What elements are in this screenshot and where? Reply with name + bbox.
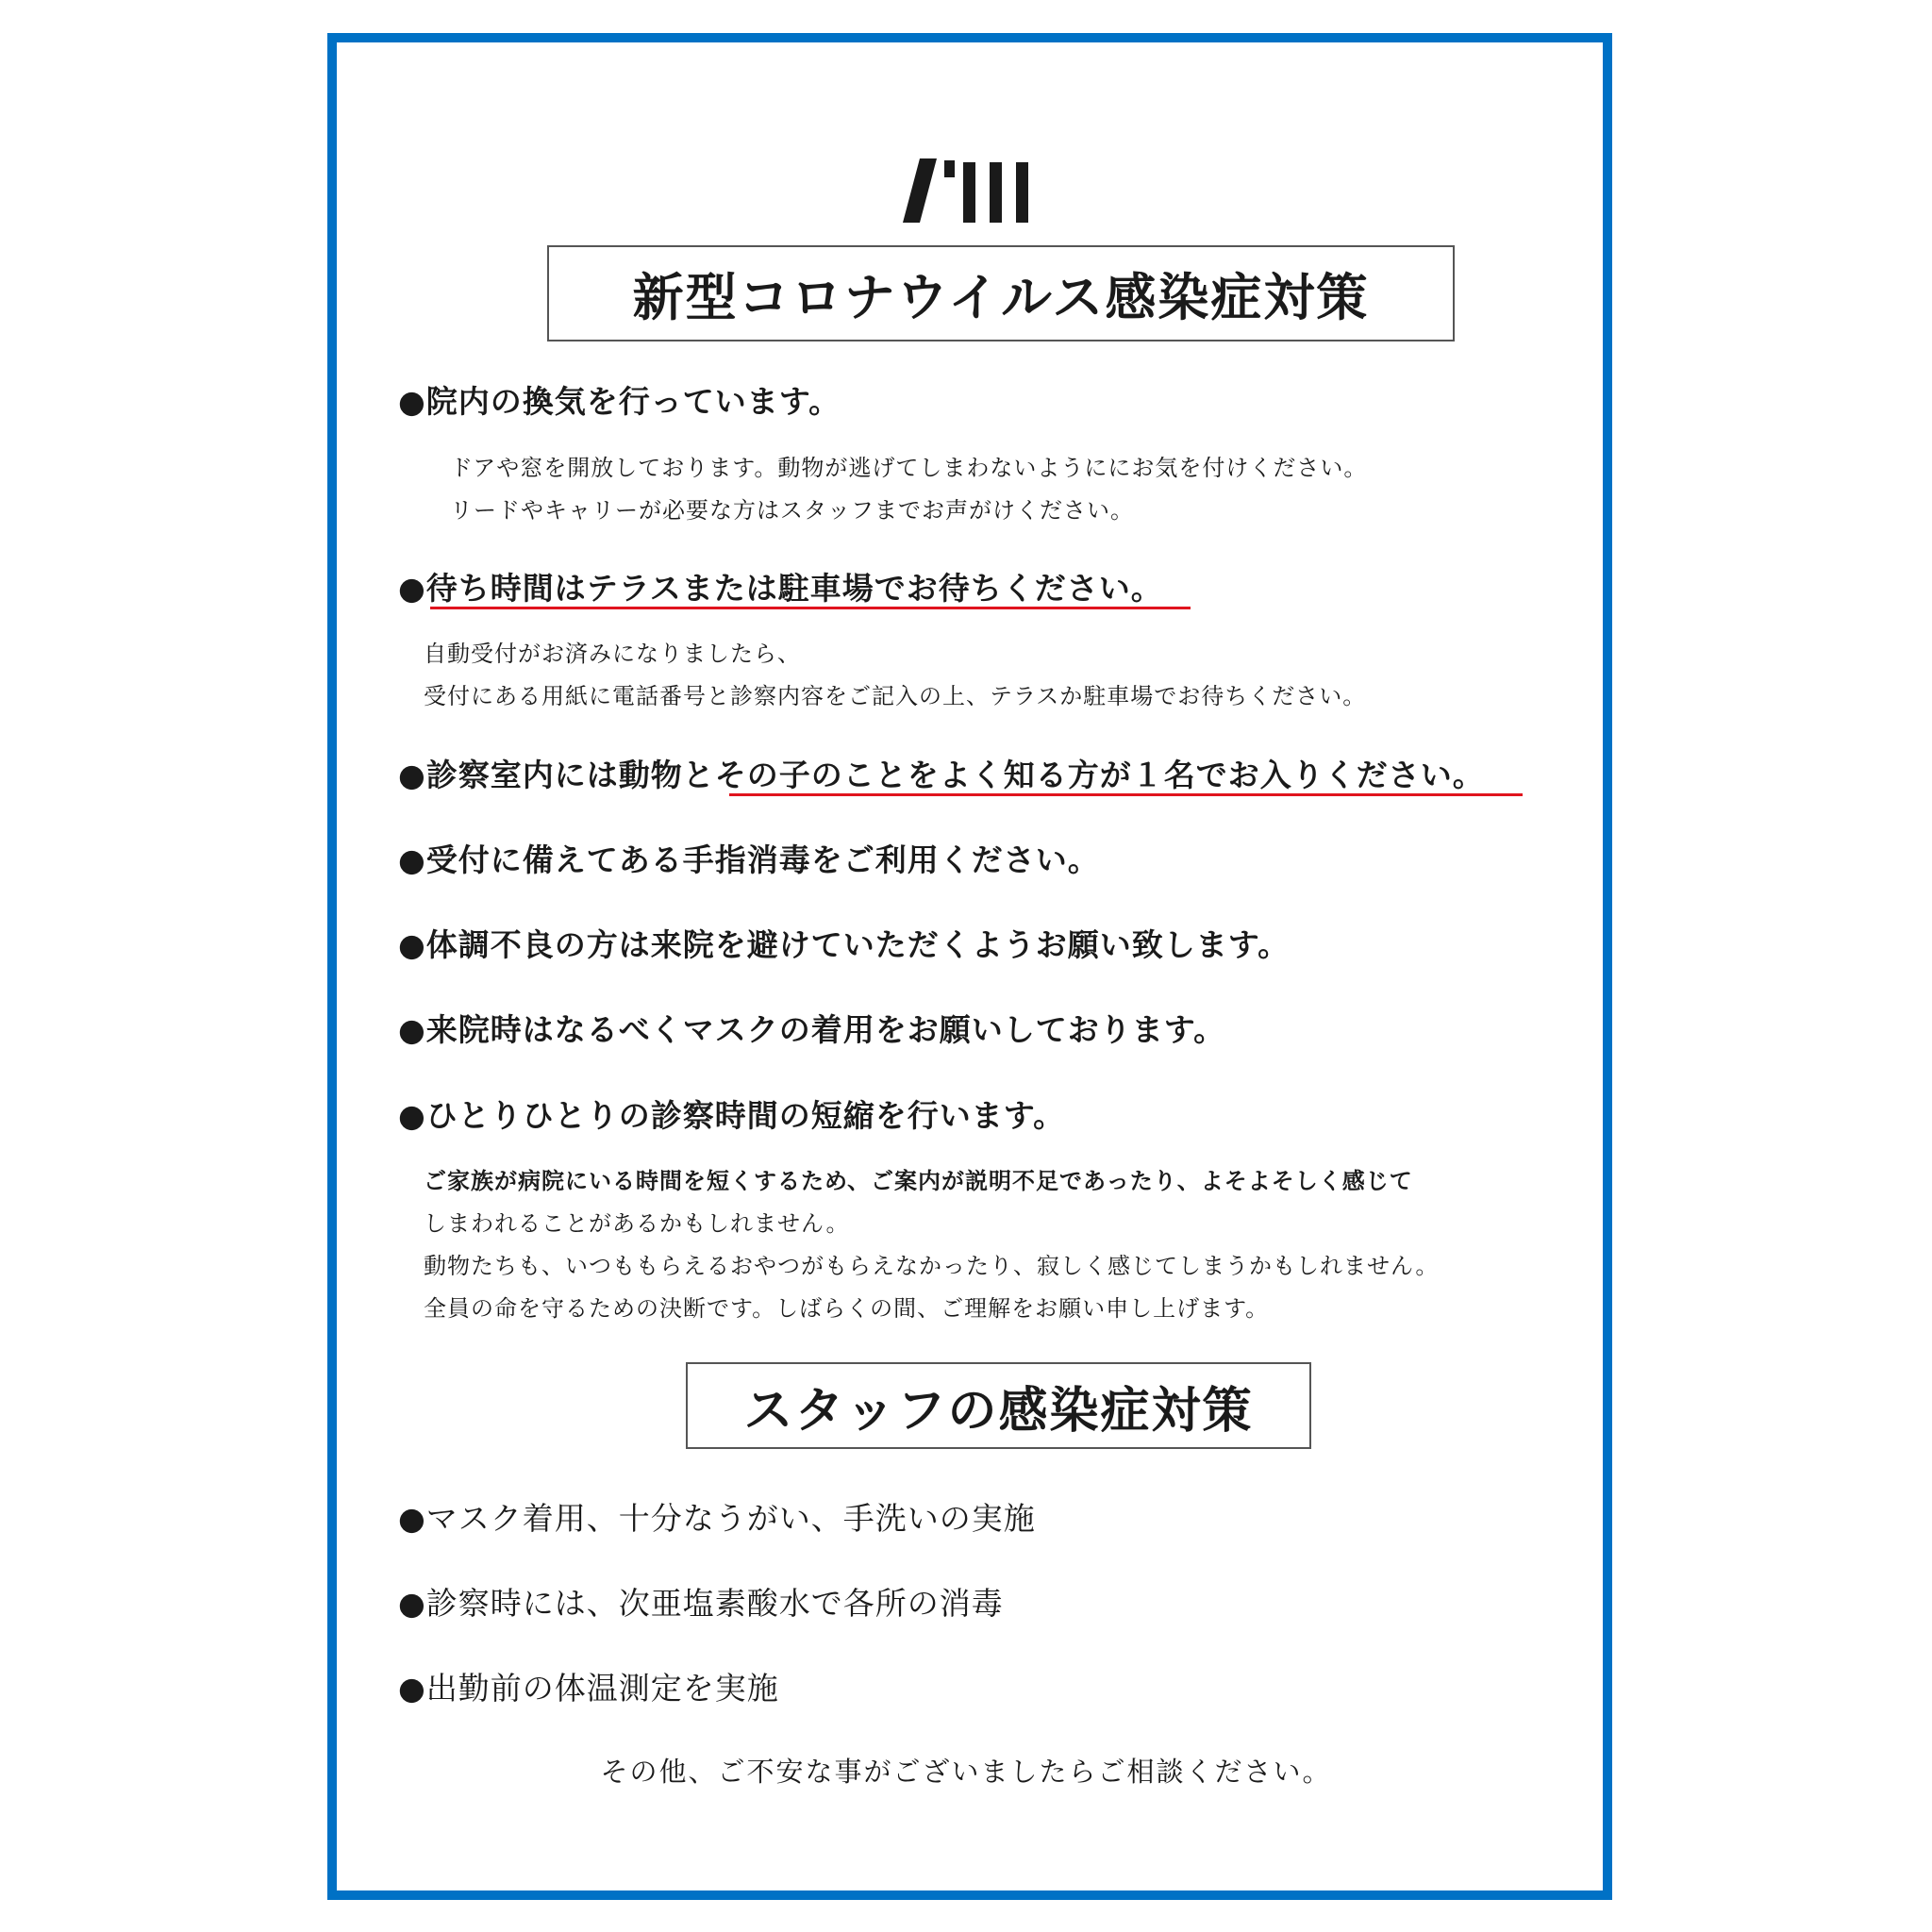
shortening-line-3: 動物たちも、いつももらえるおやつがもらえなかったり、寂しく感じてしまうかもしれません。 [424, 1253, 1440, 1279]
shortening-line-4: 全員の命を守るための決断です。しばらくの間、ご理解をお願い申し上げます。 [424, 1295, 1270, 1322]
waiting-line-2: 受付にある用紙に電話番号と診察内容をご記入の上、テラスか駐車場でお待ちください。 [424, 683, 1367, 709]
heading-ventilation: ●院内の換気を行っています。 [398, 383, 841, 420]
staff-title: スタッフの感染症対策 [686, 1362, 1311, 1449]
clinic-logo-icon [901, 158, 1038, 223]
staff-item-temperature: ●出勤前の体温測定を実施 [398, 1670, 779, 1707]
waiting-line-1: 自動受付がお済みになりましたら、 [424, 641, 801, 667]
heading-shortening: ●ひとりひとりの診察時間の短縮を行います。 [398, 1097, 1066, 1134]
heading-waiting: ●待ち時間はテラスまたは駐車場でお待ちください。 [398, 570, 1163, 607]
ventilation-line-2: リードやキャリーが必要な方はスタッフまでお声がけください。 [450, 497, 1134, 524]
closing-note: その他、ご不安な事がございましたらご相談ください。 [600, 1756, 1332, 1788]
heading-mask: ●来院時はなるべくマスクの着用をお願いしております。 [398, 1011, 1226, 1048]
heading-sanitizer: ●受付に備えてある手指消毒をご利用ください。 [398, 841, 1100, 878]
main-title: 新型コロナウイルス感染症対策 [547, 245, 1455, 341]
shortening-line-2: しまわれることがあるかもしれません。 [424, 1210, 850, 1237]
exam-room-underline [729, 793, 1523, 796]
heading-exam-room: ●診察室内には動物とその子のことをよく知る方が１名でお入りください。 [398, 757, 1485, 793]
waiting-underline [430, 607, 1191, 609]
staff-item-disinfection: ●診察時には、次亜塩素酸水で各所の消毒 [398, 1585, 1004, 1622]
shortening-line-1: ご家族が病院にいる時間を短くするため、ご案内が説明不足であったり、よそよそしく感じて [424, 1167, 1413, 1194]
heading-unwell: ●体調不良の方は来院を避けていただくようお願い致します。 [398, 926, 1291, 963]
staff-item-mask: ●マスク着用、十分なうがい、手洗いの実施 [398, 1500, 1036, 1537]
ventilation-line-1: ドアや窓を開放しております。動物が逃げてしまわないようににお気を付けください。 [450, 455, 1368, 481]
